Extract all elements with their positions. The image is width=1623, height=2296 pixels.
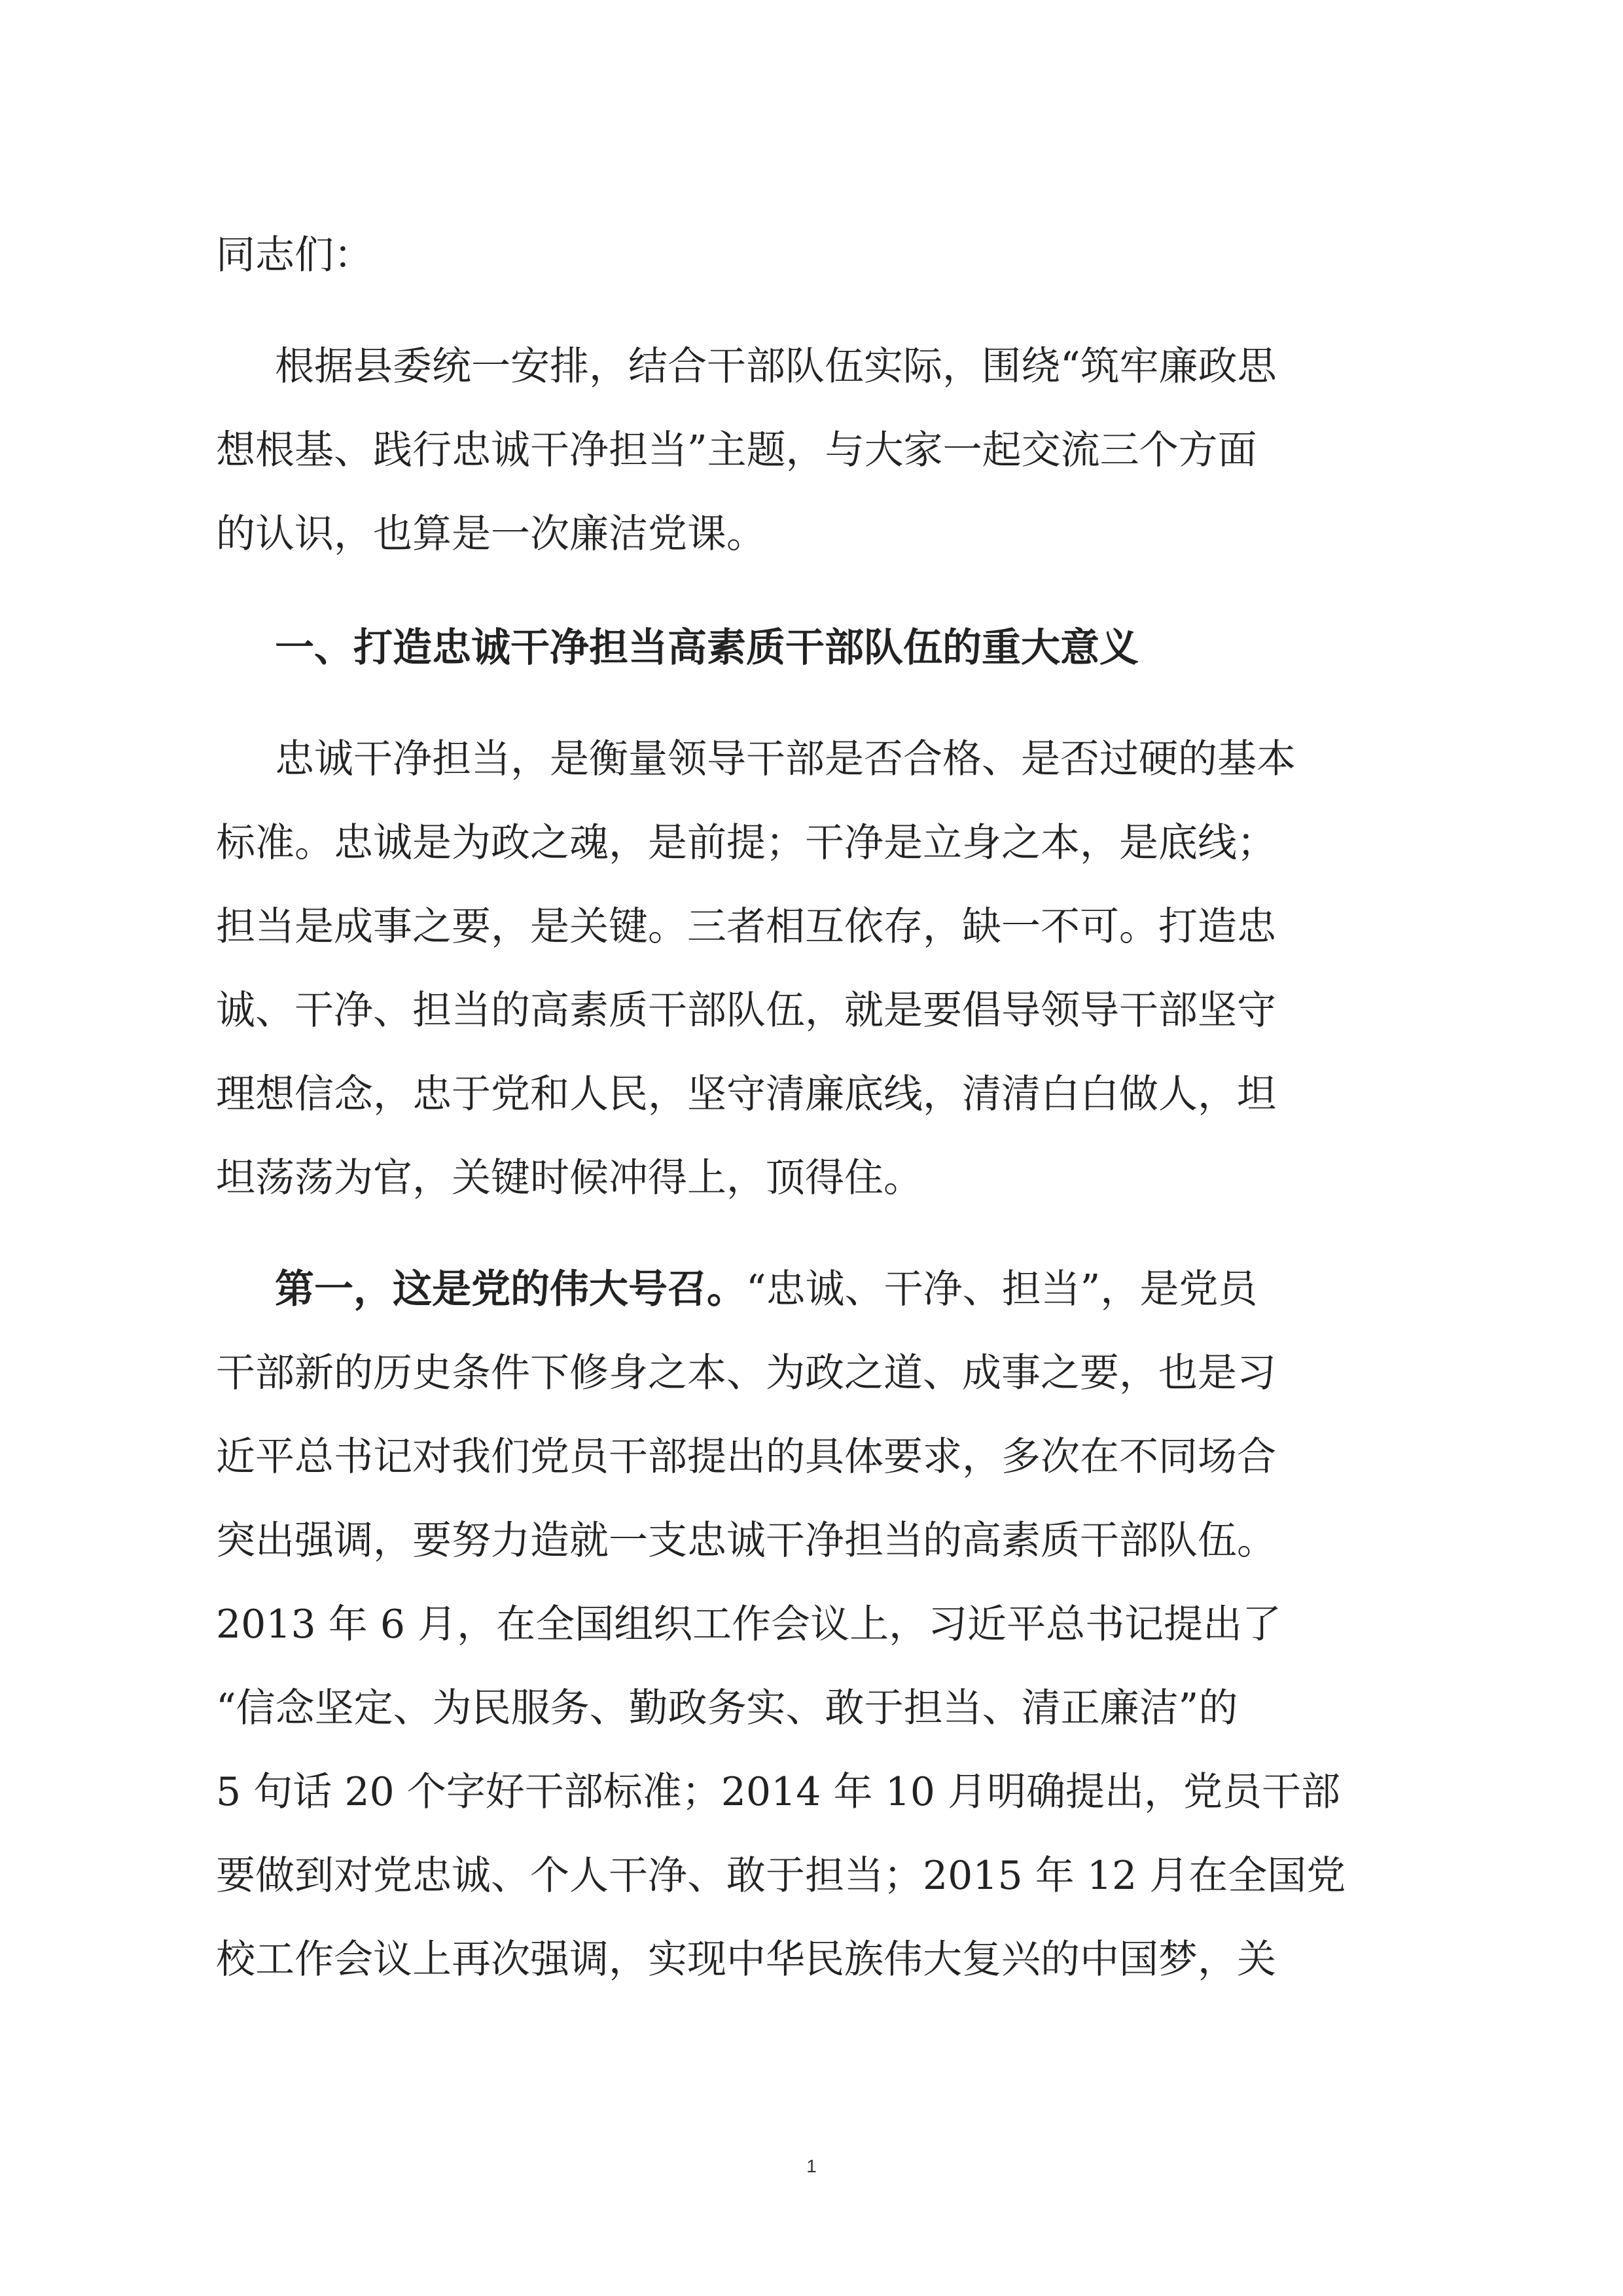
intro-line-2: 想根基、践行忠诚干净担当”主题，与大家一起交流三个方面 xyxy=(216,427,1257,473)
para2-line-8: 要做到对党忠诚、个人干净、敢于担当；2015 年 12 月在全国党 xyxy=(216,1853,1346,1899)
para2-line-5: 2013 年 6 月，在全国组织工作会议上，习近平总书记提出了 xyxy=(216,1602,1282,1647)
salutation: 同志们： xyxy=(216,232,373,278)
subheading-first-point: 第一，这是党的伟大号召。 xyxy=(275,1266,746,1312)
page-number: 1 xyxy=(806,2156,817,2176)
section-heading-1: 一、打造忠诚干净担当高素质干部队伍的重大意义 xyxy=(275,625,1139,671)
para2-line-2: 干部新的历史条件下修身之本、为政之道、成事之要，也是习 xyxy=(216,1350,1276,1396)
para2-line-3: 近平总书记对我们党员干部提出的具体要求，多次在不同场合 xyxy=(216,1434,1276,1480)
para1-line-4: 诚、干净、担当的高素质干部队伍，就是要倡导领导干部坚守 xyxy=(216,988,1276,1033)
para2-line-6: “信念坚定、为民服务、勤政务实、敢于担当、清正廉洁”的 xyxy=(216,1685,1238,1731)
para2-line-1-text: “忠诚、干净、担当”，是党员 xyxy=(746,1266,1258,1312)
para2-line-4: 突出强调，要努力造就一支忠诚干净担当的高素质干部队伍。 xyxy=(216,1518,1276,1564)
para2-line-9: 校工作会议上再次强调，实现中华民族伟大复兴的中国梦，关 xyxy=(216,1937,1276,1982)
intro-line-1: 根据县委统一安排，结合干部队伍实际，围绕“筑牢廉政思 xyxy=(275,344,1277,389)
para2-line-1 xyxy=(275,1250,1420,1329)
para1-line-5: 理想信念，忠于党和人民，坚守清廉底线，清清白白做人，坦 xyxy=(216,1071,1276,1117)
para1-line-1: 忠诚干净担当，是衡量领导干部是否合格、是否过硬的基本 xyxy=(275,736,1296,782)
para1-line-3: 担当是成事之要，是关键。三者相互依存，缺一不可。打造忠 xyxy=(216,904,1276,950)
intro-line-3: 的认识，也算是一次廉洁党课。 xyxy=(216,511,766,557)
para1-line-2: 标准。忠诚是为政之魂，是前提；干净是立身之本，是底线； xyxy=(216,820,1276,866)
para2-line-7: 5 句话 20 个字好干部标准；2014 年 10 月明确提出，党员干部 xyxy=(216,1769,1340,1815)
para1-line-6: 坦荡荡为官，关键时候冲得上，顶得住。 xyxy=(216,1155,923,1201)
